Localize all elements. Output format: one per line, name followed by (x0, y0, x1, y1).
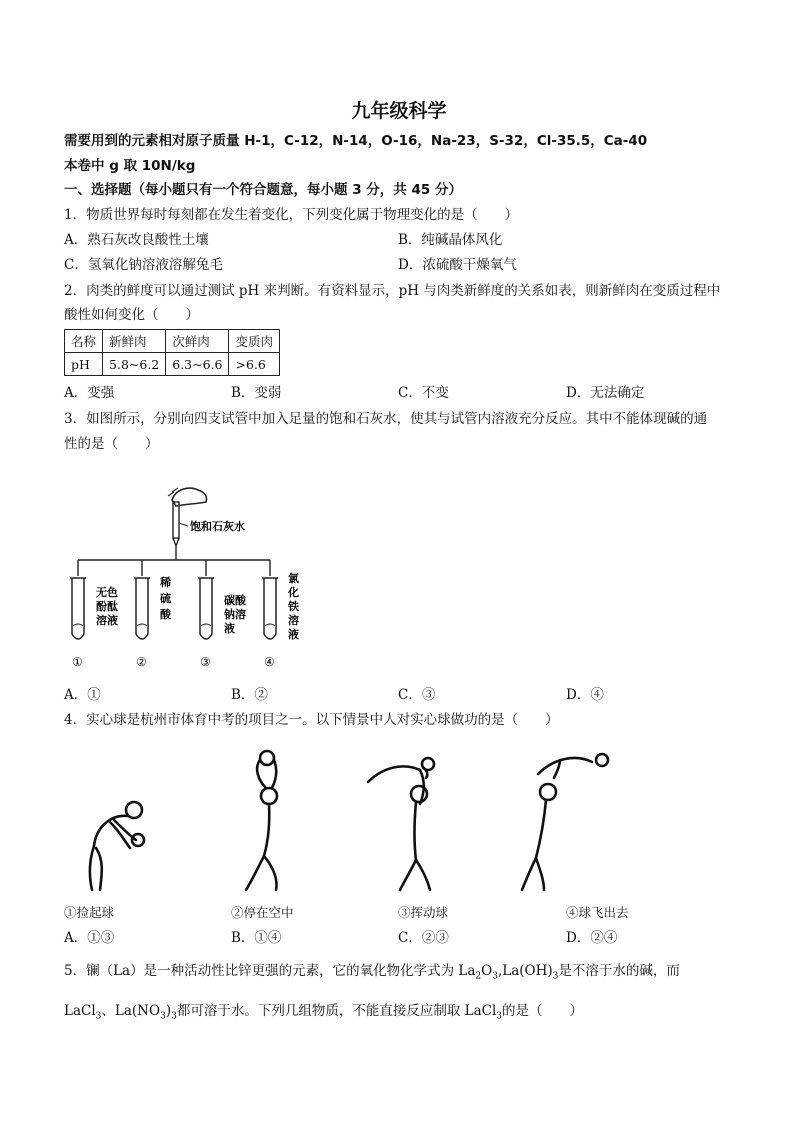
q5-text: O (481, 963, 493, 979)
person-holding-ball-icon (246, 760, 277, 890)
subscript: 3 (552, 971, 559, 982)
table-header-cell: 名称 (65, 330, 103, 353)
atomic-mass-note: 需要用到的元素相对原子质量 H-1，C-12，N-14，O-16，Na-23，S-32，Cl-35.5，Ca-40 (64, 133, 648, 149)
subscript: 2 (475, 971, 482, 982)
page-title: 九年级科学 (351, 100, 447, 122)
q5-text: ,La(OH) (497, 963, 553, 979)
tube-4-label-line: 化 (288, 586, 299, 599)
dropper-label: 饱和石灰水 (190, 520, 245, 533)
test-tube-4 (262, 571, 299, 669)
table-cell: 5.8~6.2 (103, 353, 166, 376)
table-cell: >6.6 (229, 353, 280, 376)
ph-table (64, 329, 280, 376)
test-tube-3 (198, 578, 247, 669)
tube-2-number: ② (136, 655, 147, 669)
table-cell: 6.3~6.6 (166, 353, 229, 376)
tube-3-label-line: 钠溶 (224, 608, 246, 621)
tube-3-number: ③ (200, 655, 211, 669)
q4-stem: 4．实心球是杭州市体育中考的项目之一。以下情景中人对实心球做功的是（ ） (64, 712, 559, 728)
tube-2-label-line: 硫 (160, 592, 171, 605)
caption-2: ②停在空中 (231, 905, 294, 920)
q5-text: 是不溶于水的碱，而 (558, 963, 680, 979)
table-header-cell: 次鲜肉 (166, 330, 229, 353)
ball-icon (132, 834, 144, 846)
q4-option-a[interactable]: A．①③ (64, 930, 115, 946)
q1-option-d[interactable]: D．浓硫酸干燥氧气 (398, 257, 517, 273)
q2-option-b[interactable]: B．变弱 (231, 385, 282, 401)
q5-text: 、La(NO (101, 1003, 161, 1019)
caption-3: ③挥动球 (398, 905, 449, 920)
caption-4: ④球飞出去 (566, 905, 629, 920)
ball-icon (596, 754, 608, 766)
q2-option-a[interactable]: A．变强 (64, 385, 115, 401)
subscript: 3 (171, 1011, 177, 1022)
q4-option-b[interactable]: B．①④ (231, 930, 282, 946)
tube-1-label-line: 无色 (96, 586, 118, 599)
hand-dropper-icon (168, 488, 207, 546)
caption-1: ①捡起球 (64, 905, 115, 920)
table-header-cell: 变质肉 (229, 330, 280, 353)
ball-icon (422, 758, 434, 770)
table-row (65, 330, 280, 353)
tube-2-label-line: 酸 (160, 608, 171, 621)
ball-icon (260, 751, 274, 765)
q4-option-d[interactable]: D．②④ (566, 930, 618, 946)
subscript: 3 (496, 1011, 503, 1022)
tube-1-label-line: 溶液 (96, 614, 118, 627)
tube-4-label-line: 溶 (288, 614, 299, 627)
q5-line-1 (64, 962, 680, 986)
subscript: 3 (160, 1011, 166, 1022)
table-header-cell: 新鲜肉 (103, 330, 166, 353)
q5-text: 的是（ ） (502, 1003, 584, 1019)
tube-4-label-line: 液 (288, 628, 299, 641)
person-throwing-ball-icon (522, 758, 592, 890)
q3-stem-2: 性的是（ ） (64, 436, 159, 452)
q3-option-a[interactable]: A．① (64, 687, 101, 703)
q5-text: LaCl (64, 1003, 96, 1019)
q2-stem-1: 2．肉类的鲜度可以通过测试 pH 来判断。有资料显示，pH 与肉类新鲜度的关系如表，则新鲜肉在变质过程中 (64, 283, 721, 299)
q5-text: 5．镧（La）是一种活动性比锌更强的元素，它的氧化物化学式为 La (64, 963, 476, 979)
test-tube-1 (70, 578, 118, 669)
q5-text: ) (165, 1003, 172, 1019)
test-tube-figure (64, 478, 324, 674)
q3-option-d[interactable]: D．④ (566, 687, 604, 703)
table-cell: pH (65, 353, 103, 376)
g-value-note: 本卷中 g 取 10N/kg (64, 158, 196, 174)
q1-option-b[interactable]: B．纯碱晶体风化 (398, 232, 503, 248)
tube-4-number: ④ (264, 655, 275, 669)
table-row (65, 353, 280, 376)
tube-1-number: ① (72, 655, 83, 669)
q1-option-a[interactable]: A．熟石灰改良酸性土壤 (64, 232, 209, 248)
section-heading: 一、选择题（每小题只有一个符合题意，每小题 3 分，共 45 分） (64, 182, 462, 198)
q2-stem-2: 酸性如何变化（ ） (64, 307, 199, 323)
q2-option-c[interactable]: C．不变 (398, 385, 449, 401)
tube-3-label-line: 碳酸 (224, 594, 246, 607)
q3-option-c[interactable]: C．③ (398, 687, 436, 703)
q2-option-d[interactable]: D．无法确定 (566, 385, 645, 401)
tube-4-label-line: 铁 (288, 600, 299, 613)
subscript: 3 (492, 971, 498, 982)
q5-text: 都可溶于水。下列几组物质，不能直接反应制取 LaCl (176, 1003, 497, 1019)
q4-option-c[interactable]: C．②③ (398, 930, 449, 946)
tube-1-label-line: 酚酞 (96, 600, 118, 613)
q3-stem-1: 3．如图所示，分别向四支试管中加入足量的饱和石灰水，使其与试管内溶液充分反应。其中不能体现碱的通 (64, 411, 708, 427)
tube-3-label-line: 液 (224, 622, 235, 635)
q3-option-b[interactable]: B．② (231, 687, 268, 703)
person-swinging-ball-icon (368, 766, 430, 890)
tube-2-label-line: 稀 (160, 576, 171, 589)
subscript: 3 (95, 1011, 102, 1022)
test-tube-2 (134, 575, 172, 669)
shot-put-figure (64, 748, 664, 900)
q5-line-2 (64, 1002, 583, 1026)
tube-4-label-line: 氯 (288, 572, 299, 585)
q1-option-c[interactable]: C．氢氧化钠溶液溶解兔毛 (64, 257, 223, 273)
q1-stem: 1．物质世界每时每刻都在发生着变化，下列变化属于物理变化的是（ ） (64, 207, 519, 223)
